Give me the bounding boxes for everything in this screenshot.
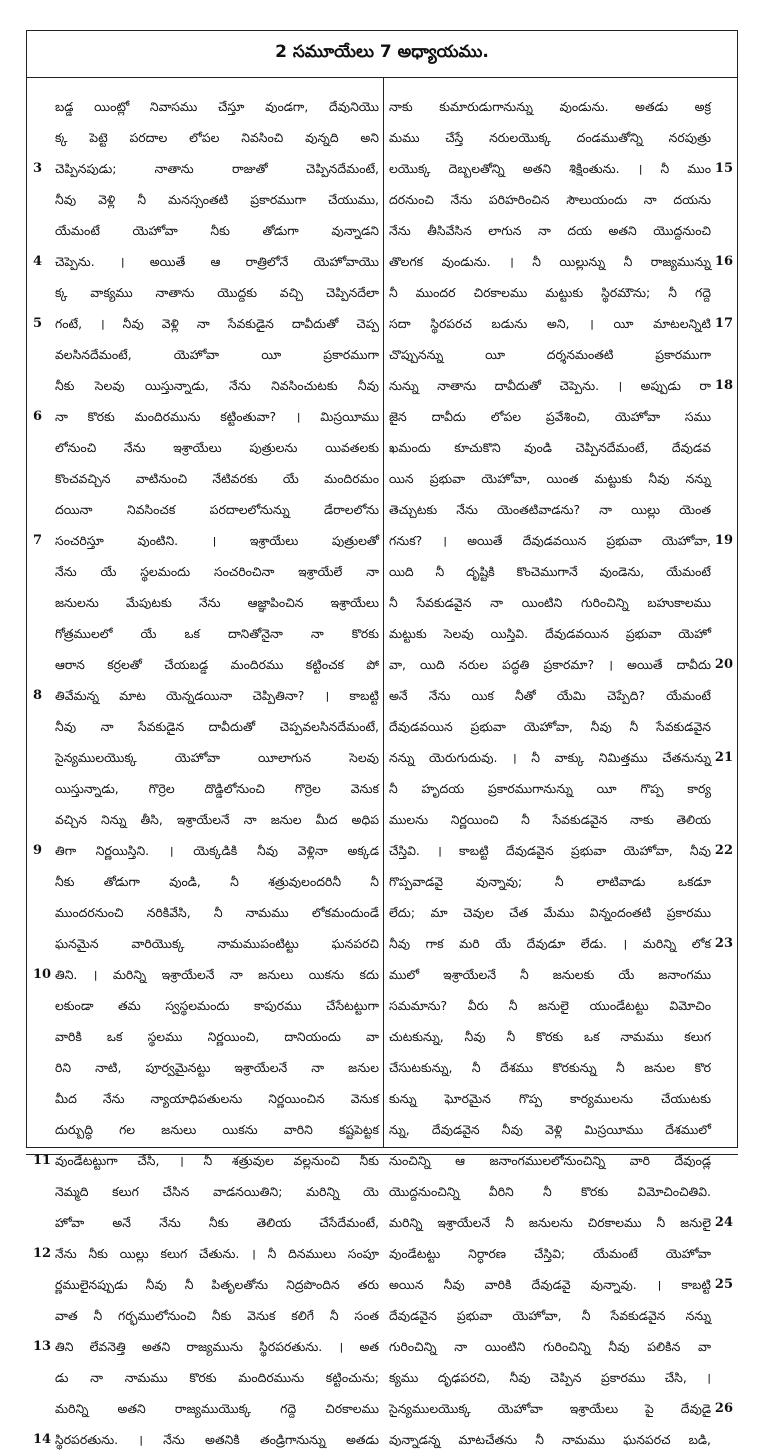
text-line [33,1300,379,1331]
verse-text: గురించిన్ని నా యింటిని గురించిన్ని నీవు పలికిన వా [389,1339,711,1354]
verse-number: 8 [33,688,43,703]
verse-number: 6 [33,409,43,424]
verse-number: 10 [33,967,52,982]
verse-text: ర్ణములైనప్పుడు నీవు నీ పితృలతోను నిద్రపొందిన తరు [55,1277,379,1292]
verse-text: వున్నాడన్న మాటచేతను నీ నామము ఘనపరచ బడి, [389,1432,711,1447]
text-line [33,494,379,525]
verse-text: నీవు నా సేవకుడైన దావీదుతో చెప్పవలసినదేమంటే, [55,719,379,734]
text-line [389,959,733,990]
text-line [389,339,733,370]
verse-text: వాత నీ గర్భములోనుంచి నీకు వెనుక కలిగే నీ సంత [55,1308,379,1323]
text-line [33,1393,379,1424]
verse-text: నేను యే స్థలమందు సంచరించినా ఇశ్రాయేలే నా [55,564,379,579]
verse-text: నీకు సెలవు యిస్తున్నాడు, నేను నివసించుటకు నీవు [55,378,379,393]
text-line [389,804,733,835]
verse-text: యొద్దనుంచిన్ని వీరిని నీ కొరకు విమోచించితివి. [389,1184,711,1199]
text-line [33,742,379,773]
verse-text: చేస్తివి. । కాబట్టి దేవుడవైన ప్రభువా యెహోవా, నీవు [389,843,711,858]
text-line [33,215,379,246]
text-line [33,1362,379,1393]
verse-text: వచ్చిన నిన్ను తీసి, ఇశ్రాయేలనే నా జనుల మీద అధిప [55,812,379,827]
text-line [33,91,379,122]
chapter-title: 2 సమూయేలు 7 అధ్యాయము. [275,42,489,62]
verse-text: వుండేటట్టు నిర్ధారణ చేస్తివి; యేమంటే యెహోవా [389,1246,711,1261]
verse-text: నాకు కుమారుడుగానున్ను వుండును. అతడు అక్ర [389,99,711,114]
verse-text: యిన ప్రభువా యెహోవా, యింత మట్టుకు నీవు నన్ను [389,471,711,486]
verse-text: నీవు గాక మరి యే దేవుడూ లేడు. । మరిన్ని లోక [389,936,711,951]
verse-text: ముందరనుంచి నరికివేసి, నీ నామము లోకమందుండే [55,905,379,920]
verse-text: కొంచవచ్చిన వాటినుంచి నేటివరకు యే మందిరమం [55,471,379,486]
text-line [389,1362,733,1393]
verse-text: సైన్యములయొక్క యెహోవా ఇశ్రాయేలు పై దేవుడై [389,1401,711,1416]
text-line [33,773,379,804]
verse-text: తిగా నిర్ణయిస్తిని. । యెక్కడికి నీవు వెళ్లినా అక్కడ [55,843,379,858]
verse-text: వా, యిది నరుల పద్ధతి ప్రకారమా? । అయితే దావీదు [389,657,711,672]
text-line [389,246,733,277]
verse-text: క్క వాక్యము నాతాను యొద్దకు వచ్చి చెప్పినదేలా [55,285,379,300]
chapter-heading [27,31,737,78]
text-line [389,742,733,773]
right-column [389,91,733,1447]
text-line [33,525,379,556]
verse-text: మీద నేను న్యాయాధిపతులను నిర్ణయించిన వెనుక [55,1091,379,1106]
verse-text: చేసుటకున్ను, నీ దేశము కొరకున్ను నీ జనుల కొర [389,1060,711,1075]
text-line [389,680,733,711]
text-line [33,308,379,339]
verse-text: ఘనమైన వారియొక్క నామముపంటిట్టు ఘనపరచి [55,936,379,951]
text-line [389,1083,733,1114]
verse-text: లోనుంచి నేను ఇశ్రాయేలు పుత్రులను యివతలకు [55,440,379,455]
text-line [33,246,379,277]
verse-text: జనులను మేపుటకు నేను ఆజ్ఞాపించిన ఇశ్రాయేలు [55,595,379,610]
verse-text: వుండేటట్టుగా చేసి, । నీ శత్రువుల వల్లనుంచి నీకు [55,1153,379,1168]
verse-text: హోవా అనే నేను నీకు తెలియ చేసేదేమంటే, [55,1215,379,1230]
verse-text: తెచ్చుటకు నేను యెంతటివాడను? నా యిల్లు యెంత [389,502,711,517]
text-line [33,432,379,463]
verse-number: 11 [33,1153,52,1168]
verse-text: చొప్పునన్ను యీ దర్శనమంతటి ప్రకారముగా [389,347,711,362]
verse-number: 16 [714,254,733,269]
verse-text: ములో ఇశ్రాయేలనే నీ జనులకు యే జనాంగము [389,967,711,982]
verse-text: చెప్పెను. । అయితే ఆ రాత్రిలోనే యెహోవాయొ [55,254,379,269]
text-line [389,835,733,866]
text-line [389,711,733,742]
verse-text: కున్ను ఘోరమైన గొప్ప కార్యములను చేయుటకు [389,1091,711,1106]
text-line [389,91,733,122]
text-line [33,1238,379,1269]
verse-text: నా కొరకు మందిరమును కట్టింతువా? । మిస్రయీము [55,409,379,424]
text-line [389,184,733,215]
verse-text: వలసినదేమంటే, యెహోవా యీ ప్రకారముగా [55,347,379,362]
verse-text: నేను తీసివేసిన లాగున నా దయ అతని యొద్దనుంచి [389,223,711,238]
verse-number: 22 [714,843,733,858]
text-line [33,804,379,835]
verse-text: నన్ను యెరుగుదువు. । నీ వాక్కు నిమిత్తము చేతనున్ను [389,750,711,765]
text-line [33,1021,379,1052]
text-line [389,525,733,556]
text-line [33,990,379,1021]
verse-number: 17 [714,316,733,331]
text-line [33,959,379,990]
text-line [33,1083,379,1114]
verse-text: మము చేస్తే నరులయొక్క దండముతోన్ని నరపుత్రు [389,130,711,145]
verse-text: యిస్తున్నాడు, గొర్రెల దొడ్డిలోనుంచి గొర్రెల వెనుక [55,781,379,796]
text-line [33,835,379,866]
verse-text: మట్టుకు సెలవు యిస్తివి. దేవుడవయిన ప్రభువా యెహో [389,626,711,641]
text-line [389,432,733,463]
text-line [33,1176,379,1207]
text-line [33,277,379,308]
text-line [33,401,379,432]
text-line [33,1331,379,1362]
verse-number: 5 [33,316,43,331]
verse-text: ఆరాన కర్రలతో చేయబడ్డ మందిరము కట్టించక పో [55,657,379,672]
verse-text: దేవుడవైన ప్రభువా యెహోవా, నీ సేవకుడవైన నన్ను [389,1308,711,1323]
text-line [33,711,379,742]
verse-text: చుటకున్ను, నీవు నీ కొరకు ఒక నామము కలుగ [389,1029,711,1044]
text-line [33,463,379,494]
column-divider [383,78,384,1147]
verse-number: 3 [33,161,43,176]
verse-number: 9 [33,843,43,858]
verse-text: గోత్రములలో యే ఒక దానితోనైనా నా కొరకు [55,626,379,641]
text-line [389,1238,733,1269]
bottom-rule [26,1154,738,1155]
text-line [33,649,379,680]
text-line [389,153,733,184]
verse-text: నేను నీకు యిల్లు కలుగ చేతును. । నీ దినములు సంపూ [55,1246,379,1261]
verse-text: నీకు తోడుగా వుండి, నీ శత్రువులందరినీ నీ [55,874,379,889]
text-line [389,1052,733,1083]
verse-text: నీ హృదయ ప్రకారముగానున్ను యీ గొప్ప కార్య [389,781,711,796]
text-line [33,1269,379,1300]
verse-text: నున్ను నాతాను దావీదుతో చెప్పెను. । అప్పుడు రా [389,378,711,393]
verse-text: బడ్డ యింట్లో నివాసము చేస్తూ వుండగా, దేవునియొ [55,99,379,114]
text-line [33,680,379,711]
verse-text: మరిన్ని అతని రాజ్యముయొక్క గద్దె చిరకాలము [55,1401,379,1416]
verse-text: దేవుడవయిన ప్రభువా యెహోవా, నీవు నీ సేవకుడవైన [389,719,711,734]
verse-text: సదా స్థిరపరచ బడును అని, । యీ మాటలన్నిటి [389,316,711,331]
text-line [389,122,733,153]
verse-text: సమమాను? వీరు నీ జనులై యుండేటట్టు విమోచిం [389,998,711,1013]
text-line [389,773,733,804]
verse-text: లయొక్క దెబ్బలతోన్ని అతని శిక్షింతును. । నీ ముం [389,161,711,176]
text-line [389,370,733,401]
text-line [389,587,733,618]
scripture-page [26,30,738,1447]
verse-text: ములను నిర్ణయించి నీ సేవకుడవైన నాకు తెలియ [389,812,711,827]
verse-text: నీ సేవకుడవైన నా యింటిని గురించిన్ని బహుకాలము [389,595,711,610]
verse-text: నీ ముందర చిరకాలము మట్టుకు స్థిరమౌను; నీ గద్దె [389,285,711,300]
text-line [389,866,733,897]
verse-text: అయిన నీవు వారికి దేవుడవై వున్నావు. । కాబట్టి [389,1277,711,1292]
verse-text: తిని లేవనెత్తి అతని రాజ్యమును స్థిరపరతును. । అత [55,1339,379,1354]
verse-text: ఖమందు కూచుకొని వుండి చెప్పినదేమంటే, దేవుడవ [389,440,711,455]
verse-text: న్ను, దేవుడవైన నీవు వెళ్లి మిస్రయీము దేశములో [389,1122,711,1137]
text-line [389,401,733,432]
text-line [33,1145,379,1176]
text-line [389,1269,733,1300]
text-line [389,1176,733,1207]
text-line [33,153,379,184]
text-line [389,308,733,339]
text-line [33,866,379,897]
text-line [33,928,379,959]
verse-number: 7 [33,533,43,548]
verse-text: యేమంటే యెహోవా నీకు తోడుగా వున్నాడని [55,223,379,238]
verse-text: చెప్పినపుడు; నాతాను రాజుతో చెప్పినదేమంటే, [55,161,379,176]
verse-text: తివేమన్న మాట యెన్నడయినా చెప్పితినా? । కాబట్టి [55,688,379,703]
text-line [33,122,379,153]
verse-number: 13 [33,1339,52,1354]
verse-text: తొలగక వుండును. । నీ యిల్లున్ను నీ రాజ్యమున్ను [389,254,711,269]
text-line [33,1424,379,1455]
verse-text: క్క పెట్టె పరదాల లోపల నివసించి వున్నది అని [55,130,379,145]
text-line [389,1207,733,1238]
verse-text: గనుక? । అయితే దేవుడవయిన ప్రభువా యెహోవా, [389,533,711,548]
text-line [389,649,733,680]
text-line [389,618,733,649]
text-line [389,1145,733,1176]
verse-text: సైన్యములయొక్క యెహోవా యీలాగున సెలవు [55,750,379,765]
verse-text: దరనుంచి నేను పరిహరించిన సౌలుయందు నా దయను [389,192,711,207]
text-line [389,1114,733,1145]
text-line [389,1424,733,1455]
text-line [389,1300,733,1331]
text-line [33,1207,379,1238]
verse-text: అనే నేను యిక నీతో యేమి చెప్పేది? యేమంటే [389,688,711,703]
verse-text: స్థిరపరతును. । నేను అతనికి తండ్రిగానున్ను అతడు [55,1432,379,1447]
text-line [33,370,379,401]
verse-text: మరిన్ని ఇశ్రాయేలనే నీ జనులను చిరకాలము నీ జనులై [389,1215,711,1230]
verse-text: వారికి ఒక స్థలము నిర్ణయించి, దానియందు వా [55,1029,379,1044]
verse-number: 20 [714,657,733,672]
verse-text: సంచరిస్తూ వుంటిని. । ఇశ్రాయేలు పుత్రులతో [55,533,379,548]
verse-number: 18 [714,378,733,393]
verse-text: నెమ్మది కలుగ చేసిన వాడనయితిని; మరిన్ని యె [55,1184,379,1199]
text-line [33,1114,379,1145]
verse-number: 4 [33,254,43,269]
verse-text: యిది నీ దృష్టికి కొంచెముగానే వుండెను, యేమంటే [389,564,711,579]
verse-number: 14 [33,1432,52,1447]
text-line [33,339,379,370]
verse-text: గొప్పవాడవై వున్నావు; నీ లాటివాడు ఒకడూ [389,874,711,889]
verse-text: తిని. । మరిన్ని ఇశ్రాయేలనే నా జనులు యికను కదు [55,967,379,982]
verse-text: నుంచిన్ని ఆ జనాంగములలోనుంచిన్ని వారి దేవుండ్ల [389,1153,711,1168]
text-line [389,556,733,587]
text-line [389,215,733,246]
verse-text: లకుండా తమ స్వస్థలమందు కాపురము చేసేటట్టుగా [55,998,379,1013]
text-line [389,494,733,525]
verse-number: 24 [714,1215,733,1230]
verse-number: 15 [714,161,733,176]
text-line [33,1052,379,1083]
text-line [33,184,379,215]
text-line [389,928,733,959]
verse-text: దయినా నివసించక పరదాలలోనున్ను డేరాలలోను [55,502,379,517]
text-line [33,618,379,649]
verse-number: 25 [714,1277,733,1292]
verse-number: 23 [714,936,733,951]
text-line [389,1331,733,1362]
text-line [33,587,379,618]
verse-text: క్యము దృఢపరచి, నీవు చెప్పిన ప్రకారము చేసి, । [389,1370,711,1385]
verse-number: 21 [714,750,733,765]
verse-text: డు నా నామము కొరకు మందిరమును కట్టించును; [55,1370,379,1385]
verse-text: గంటే, । నీవు వెళ్లి నా సేవకుడైన దావీదుతో చెప్ప [55,316,379,331]
verse-text: జైన దావీదు లోపల ప్రవేశించి, యెహోవా సము [389,409,711,424]
verse-text: లేదు; మా చెవుల చేత మేము విన్నందంతటి ప్రకారము [389,905,711,920]
verse-number: 26 [714,1401,733,1416]
verse-number: 12 [33,1246,52,1261]
text-line [389,1393,733,1424]
left-column [33,91,379,1447]
text-line [33,897,379,928]
verse-number: 19 [714,533,733,548]
text-line [389,897,733,928]
text-line [389,463,733,494]
text-line [389,277,733,308]
verse-text: దుర్బుద్ధి గల జనులు యికను వారిని కష్టపెట్టక [55,1122,379,1137]
text-line [389,1021,733,1052]
text-line [389,990,733,1021]
verse-text: రిని నాటి, పూర్వమైనట్టు ఇశ్రాయేలనే నా జనుల [55,1060,379,1075]
verse-text: నీవు వెళ్లి నీ మనస్సంతటి ప్రకారముగా చేయుము, [55,192,379,207]
text-line [33,556,379,587]
